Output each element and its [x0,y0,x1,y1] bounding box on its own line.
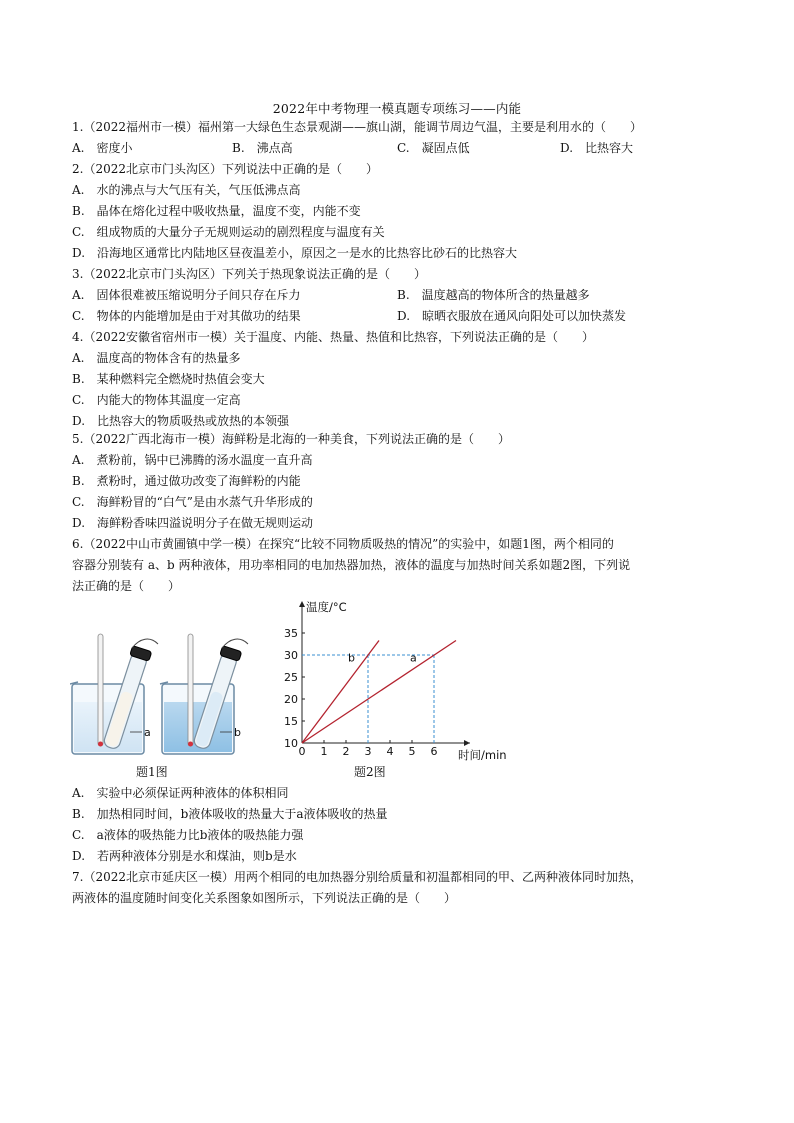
y-tick-label: 20 [284,693,298,706]
series-label-a: a [410,651,417,665]
x-tick-label: 1 [320,745,328,758]
q4-option-a: A. 温度高的物体含有的热量多 [72,351,241,365]
question-6-stem-line-3: 法正确的是（ ） [72,579,181,593]
q1-option-c: C. 凝固点低 [397,141,470,155]
figure-1-caption: 题1图 [136,765,168,779]
y-axis-label: 温度/°C [306,600,347,614]
q4-option-b: B. 某种燃料完全燃烧时热值会变大 [72,372,265,386]
q1-option-d: D. 比热容大 [560,141,634,155]
question-1-stem: 1.（2022福州市一模）福州第一大绿色生态景观湖——旗山湖，能调节周边气温，主要是利用水的（ ） [72,120,642,134]
page-title: 2022年中考物理一模真题专项练习——内能 [272,101,522,116]
q4-option-c: C. 内能大的物体其温度一定高 [72,393,241,407]
x-tick-label: 2 [342,745,350,758]
x-tick-label: 0 [298,745,306,758]
question-5-stem: 5.（2022广西北海市一模）海鲜粉是北海的一种美食，下列说法正确的是（ ） [72,432,510,446]
q6-option-a: A. 实验中必须保证两种液体的体积相同 [72,786,289,800]
q2-option-a: A. 水的沸点与大气压有关，气压低沸点高 [72,183,301,197]
q5-option-a: A. 煮粉前，锅中已沸腾的汤水温度一直升高 [72,453,313,467]
y-tick-label: 15 [284,715,298,728]
x-axis-arrow [464,740,470,746]
y-axis-arrow [299,601,305,607]
beaker-label-a: a [144,726,151,739]
q5-option-d: D. 海鲜粉香味四溢说明分子在做无规则运动 [72,516,314,530]
x-tick-label: 5 [408,745,416,758]
beaker-label-b: b [234,726,241,739]
question-4-stem: 4.（2022安徽省宿州市一模）关于温度、内能、热量、热值和比热容，下列说法正确的是（ ） [72,330,594,344]
q6-option-c: C. a液体的吸热能力比b液体的吸热能力强 [72,828,304,842]
question-6-stem-line-2: 容器分别装有 a、b 两种液体，用功率相同的电加热器加热，液体的温度与加热时间关系如题2图，下列说 [72,558,631,572]
q3-option-d: D. 晾晒衣服放在通风向阳处可以加快蒸发 [397,309,627,323]
question-3-stem: 3.（2022北京市门头沟区）下列关于热现象说法正确的是（ ） [72,267,426,281]
q3-option-b: B. 温度越高的物体所含的热量越多 [397,288,590,302]
q2-option-d: D. 沿海地区通常比内陆地区昼夜温差小，原因之一是水的比热容比砂石的比热容大 [72,246,518,260]
x-tick-label: 6 [430,745,438,758]
q3-option-a: A. 固体很难被压缩说明分子间只存在斥力 [72,288,301,302]
figure-2-caption: 题2图 [354,765,386,779]
q5-option-c: C. 海鲜粉冒的“白气”是由水蒸气升华形成的 [72,495,313,509]
q2-option-c: C. 组成物质的大量分子无规则运动的剧烈程度与温度有关 [72,225,385,239]
q6-option-b: B. 加热相同时间，b液体吸收的热量大于a液体吸收的热量 [72,807,388,821]
question-7-stem-line-2: 两液体的温度随时间变化关系图象如图所示，下列说法正确的是（ ） [72,891,457,905]
x-tick-label: 4 [386,745,394,758]
temperature-time-chart [270,595,520,765]
beakers-figure [70,632,260,762]
q4-option-d: D. 比热容大的物质吸热或放热的本领强 [72,414,290,428]
q1-option-b: B. 沸点高 [232,141,293,155]
question-7-stem-line-1: 7.（2022北京市延庆区一模）用两个相同的电加热器分别给质量和初温都相同的甲、乙两种液体同时加热， [72,870,642,884]
x-axis-label: 时间/min [458,748,507,762]
y-tick-label: 35 [284,627,298,640]
x-tick-label: 3 [364,745,372,758]
question-2-stem: 2.（2022北京市门头沟区）下列说法中正确的是（ ） [72,162,378,176]
q2-option-b: B. 晶体在熔化过程中吸收热量，温度不变，内能不变 [72,204,361,218]
series-line-a [302,640,456,743]
series-line-b [302,640,379,743]
y-tick-label: 25 [284,671,298,684]
series-label-b: b [348,651,355,665]
q6-option-d: D. 若两种液体分别是水和煤油，则b是水 [72,849,297,863]
y-tick-label: 10 [284,737,298,750]
question-6-stem-line-1: 6.（2022中山市黄圃镇中学一模）在探究“比较不同物质吸热的情况”的实验中，如题1图，两个相同的 [72,537,614,551]
y-tick-label: 30 [284,649,298,662]
q1-option-a: A. 密度小 [72,141,133,155]
q3-option-c: C. 物体的内能增加是由于对其做功的结果 [72,309,301,323]
q5-option-b: B. 煮粉时，通过做功改变了海鲜粉的内能 [72,474,301,488]
